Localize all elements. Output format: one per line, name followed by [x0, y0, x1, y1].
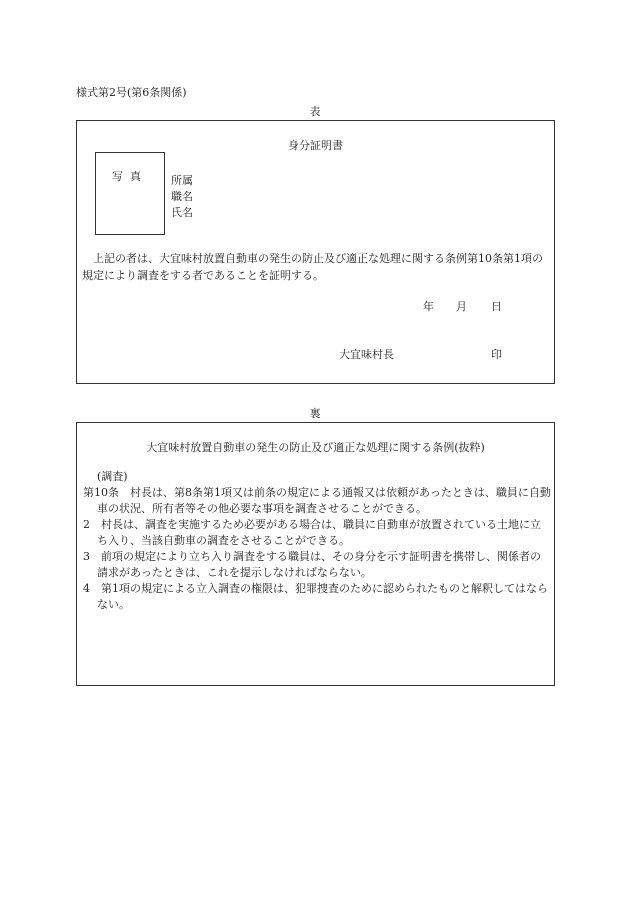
date-month-label: 月: [456, 300, 467, 313]
article-caption: (調査): [97, 470, 128, 483]
article-10-paragraph-3: 3 前項の規定により立ち入り調査をする職員は、その身分を示す証明書を携帯し、関係者の請求があったときは、これを提示しなければならない。: [83, 550, 541, 579]
field-name-label: 氏名: [171, 206, 193, 219]
ordinance-excerpt: [83, 469, 551, 613]
field-affiliation-label: 所属: [171, 174, 193, 187]
back-side-label: 裏: [309, 407, 321, 420]
front-side-label: 表: [309, 105, 321, 118]
photo-frame: [95, 152, 165, 235]
certificate-back-panel: [76, 422, 555, 686]
article-10-paragraph-4: 4 第1項の規定による立入調査の権限は、犯罪捜査のために認められたものと解釈してはならない。: [83, 582, 548, 611]
date-day-label: 日: [491, 300, 502, 313]
seal-label: 印: [491, 348, 502, 361]
photo-label: 写真: [112, 170, 148, 183]
date-year-label: 年: [423, 300, 434, 313]
field-job-title-label: 職名: [171, 190, 193, 203]
certification-statement: 上記の者は、大宜味村放置自動車の発生の防止及び適正な処理に関する条例第10条第1項の規定により調査をする者であることを証明する。: [82, 252, 543, 282]
article-10-paragraph: 第10条 村長は、第8条第1項又は前条の規定による通報又は依頼があったときは、職員に自動車の状況、所有者等その他必要な事項を調査させることができる。: [83, 486, 551, 515]
certificate-front-panel: [76, 120, 555, 384]
article-10-paragraph-2: 2 村長は、調査を実施するため必要がある場合は、職員に自動車が放置されている土地に立ち入り、当該自動車の調査をさせることができる。: [83, 518, 541, 547]
ordinance-title: 大宜味村放置自動車の発生の防止及び適正な処理に関する条例(抜粋): [146, 441, 485, 454]
form-number-label: 様式第2号(第6条関係): [76, 86, 187, 99]
certificate-title: 身分証明書: [288, 139, 343, 152]
issuer-name: 大宜味村長: [339, 348, 394, 361]
